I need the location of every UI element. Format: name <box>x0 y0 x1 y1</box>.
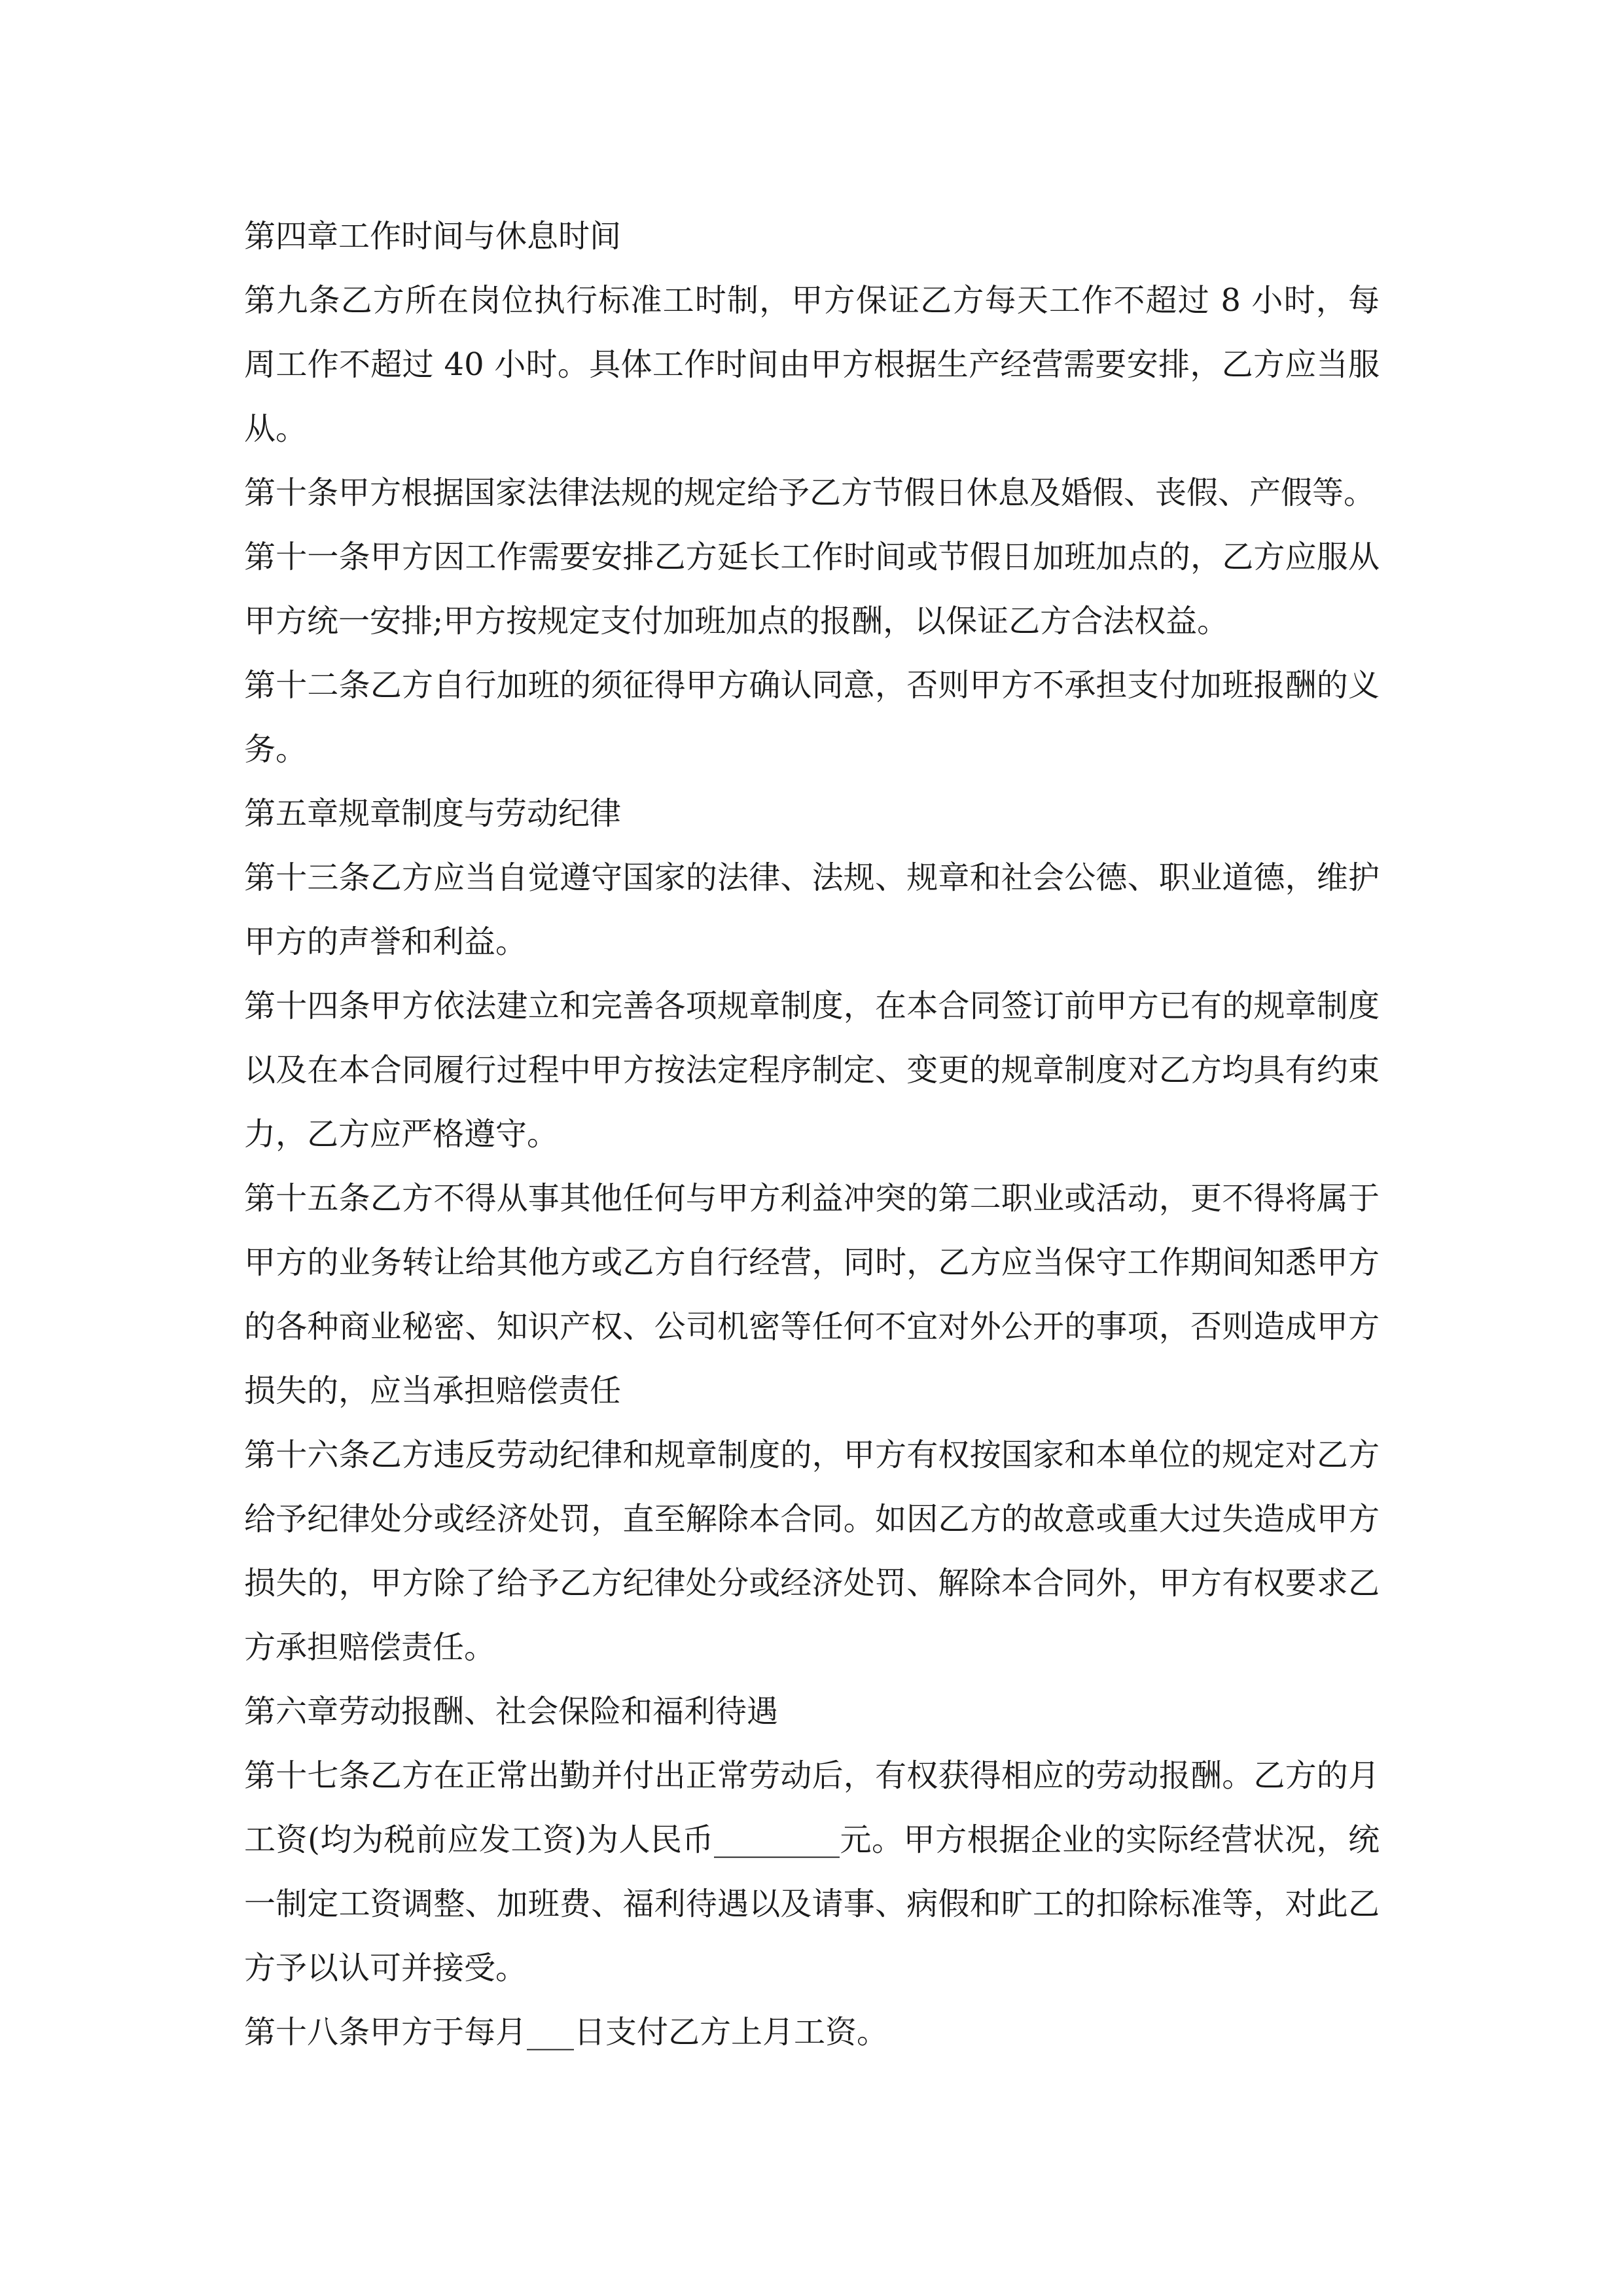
article-10: 第十条甲方根据国家法律法规的规定给予乙方节假日休息及婚假、丧假、产假等。 <box>244 475 1376 511</box>
article-16: 第十六条乙方违反劳动纪律和规章制度的，甲方有权按国家和本单位的规定对乙方给予纪律处分或经济处罚，直至解除本合同。如因乙方的故意或重大过失造成甲方损失的，甲方除了给予乙方纪律处分或经济处罚、解除本合同外，甲方有权要求乙方承担赔偿责任。 <box>244 1437 1380 1666</box>
chapter-6-heading: 第六章劳动报酬、社会保险和福利待遇 <box>244 1693 779 1730</box>
article-15: 第十五条乙方不得从事其他任何与甲方利益冲突的第二职业或活动，更不得将属于甲方的业务转让给其他方或乙方自行经营，同时，乙方应当保守工作期间知悉甲方的各种商业秘密、知识产权、公司机密等任何不宜对外公开的事项，否则造成甲方损失的，应当承担赔偿责任 <box>244 1180 1380 1409</box>
article-17: 第十七条乙方在正常出勤并付出正常劳动后，有权获得相应的劳动报酬。乙方的月工资(均为税前应发工资)为人民币________元。甲方根据企业的实际经营状况，统一制定工资调整、加班费、福利待遇以及请事、病假和旷工的扣除标准等，对此乙方予以认可并接受。 <box>244 1757 1380 1986</box>
article-14: 第十四条甲方依法建立和完善各项规章制度，在本合同签订前甲方已有的规章制度以及在本合同履行过程中甲方按法定程序制定、变更的规章制度对乙方均具有约束力，乙方应严格遵守。 <box>244 988 1380 1153</box>
chapter-5-heading: 第五章规章制度与劳动纪律 <box>244 795 622 832</box>
article-9: 第九条乙方所在岗位执行标准工时制，甲方保证乙方每天工作不超过 8 小时，每周工作不超过 40 小时。具体工作时间由甲方根据生产经营需要安排，乙方应当服从。 <box>244 282 1380 447</box>
article-18: 第十八条甲方于每月___日支付乙方上月工资。 <box>244 2014 889 2051</box>
article-11: 第十一条甲方因工作需要安排乙方延长工作时间或节假日加班加点的，乙方应服从甲方统一安排;甲方按规定支付加班加点的报酬，以保证乙方合法权益。 <box>244 539 1380 639</box>
document-body <box>244 204 1380 2064</box>
chapter-4-heading: 第四章工作时间与休息时间 <box>244 218 622 255</box>
article-12: 第十二条乙方自行加班的须征得甲方确认同意，否则甲方不承担支付加班报酬的义务。 <box>244 667 1380 768</box>
article-13: 第十三条乙方应当自觉遵守国家的法律、法规、规章和社会公德、职业道德，维护甲方的声誉和利益。 <box>244 859 1380 960</box>
